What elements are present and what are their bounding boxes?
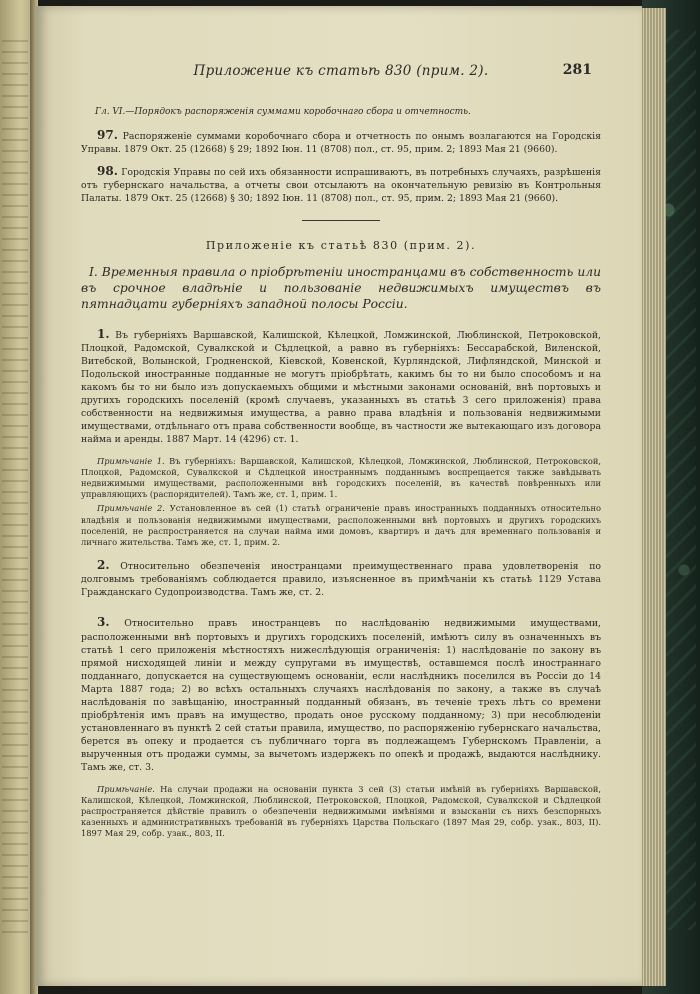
article-text: Распоряженіе суммами коробочнаго сбора и отчетность по онымъ возлагаются на Городскія Управы. 1879 Окт. 25 (12668) § 29; 1892 Іюн. 11 (8708) пол., ст. 95, прим. 2; 1893 Мая 21 (9660). [81,131,601,156]
section-divider [302,220,380,221]
article-note [81,503,601,548]
left-page-edge [0,0,34,994]
spacer [81,608,601,616]
section-title: I. Временныя правила о пріобрѣтеніи иностранцами въ собственность или въ срочное владѣніе и пользованіе недвижимыхъ имуществъ въ пятнадцати губерніяхъ западной полосы Россіи. [81,264,601,311]
article-text: Городскія Управы по сей ихъ обязанности испрашиваютъ, въ потребныхъ случаяхъ, разрѣшенія отъ губернскаго начальства, а отчеты свои отсылаютъ на окончательную ревизію въ Контрольныя Палаты. 1879 Окт. 25 (12668) § 30; 1892 Іюн. 11 (8708) пол., ст. 95, прим. 2; 1893 Мая 21 (9660). [81,167,601,205]
article-number: 2. [97,558,110,573]
article-3 [81,616,601,774]
article-text: Относительно правъ иностранцевъ по наслѣдованію недвижимыми имуществами, расположенными внѣ портовыхъ и другихъ городскихъ поселеній, имѣютъ силу въ означенныхъ въ статьѣ 1 сего приложенія мѣстностяхъ нижеслѣдующія ограниченія: 1) наслѣдованіе по закону въ прямой нисходящей линіи и между супругами въ имуществѣ, оставшемся послѣ иностраннаго подданнаго, допускается на существующемъ основаніи, если наслѣдникъ поселился въ Россіи до 14 Марта 1887 года; 2) во всѣхъ остальныхъ случаяхъ наслѣдованія по закону, а также въ случаѣ наслѣдованія по завѣщанію, иностранный подданный обязанъ, въ теченіе трехъ лѣтъ со времени пріобрѣтенія имъ правъ на имущество, продать оное русскому подданному; 3) при несоблюденіи установленнаго въ пунктѣ 2 сей статьи правила, имущество, по распоряженію губернскаго начальства, берется въ опеку и продается съ публичнаго торга въ подлежащемъ Губернскомъ Правленіи, а вырученныя отъ продажи суммы, за вычетомъ издержекъ по опекѣ и продажѣ, выдаются наслѣднику. Тамъ же, ст. 3. [81,618,601,774]
note-text: На случаи продажи на основаніи пункта 3 сей (3) статьи имѣній въ губерніяхъ Варшавской, Калишской, Кѣлецкой, Ломжинской, Люблинской, Петроковской, Плоцкой, Радомской, Сувалкской и Сѣдлецкой распространяется дѣйствіе правилъ о обезпеченіи недвижимыми имѣніями и взысканіи съ нихъ безспорныхъ казенныхъ и административныхъ требованій въ губерніяхъ Царства Польскаго (1897 Мая 29, собр. узак., 803, II). 1897 Мая 29, собр. узак., 803, II. [81,783,601,839]
article-number: 98. [97,164,118,179]
page-edges [640,8,666,986]
note-text: Въ губерніяхъ: Варшавской, Калишской, Кѣлецкой, Ломжинской, Люблинской, Петроковской, Плоцкой, Радомской, Сувалкской и Сѣдлецкой иностраннымъ подданнымъ воспрещается также завѣдывать недвижимыми имуществами, расположенными внѣ городскихъ поселеній, въ качествѣ повѣренныхъ или управляющихъ (распорядителей). Тамъ же, ст. 1, прим. 1. [81,455,601,500]
running-title: Приложение къ статьѣ 830 (прим. 2). [193,63,489,79]
chapter-heading: Гл. VI.—Порядокъ распоряженія суммами коробочнаго сбора и отчетность. [95,107,471,117]
book-page [36,6,642,986]
page-number: 281 [562,62,592,78]
spacer [81,551,601,559]
page-content [81,106,601,843]
note-label: Примѣчаніе 2. [97,503,165,514]
article-97 [81,129,601,156]
article-98 [81,165,601,205]
note-label: Примѣчаніе 1. [97,455,165,466]
article-2 [81,559,601,599]
article-text: Относительно обезпеченія иностранцами преимущественнаго права удовлетворенія по долговымъ требованіямъ соблюдается правило, изъясненное въ примѣчаніи къ статьѣ 1129 Устава Гражданскаго Судопроизводства. Тамъ же, ст. 2. [81,561,601,599]
article-number: 1. [97,326,110,341]
article-note [81,784,601,840]
article-1 [81,328,601,447]
note-text: Установленное въ сей (1) статьѣ ограниченіе правъ иностранныхъ подданныхъ относительно владѣнія и пользованія недвижимыми имуществами, расположенными внѣ портовыхъ и другихъ городскихъ поселеній, не распространяется на случаи найма ими домовъ, квартиръ и дачъ для временнаго пользованія и личнаго жительства. Тамъ же, ст. 1, прим. 2. [81,503,602,547]
article-number: 97. [97,128,118,143]
article-number: 3. [97,615,110,630]
left-page-text-fragment [2,40,28,940]
appendix-title: Приложеніе къ статьѣ 830 (прим. 2). [205,238,477,252]
page-header [96,62,592,87]
article-note [81,456,601,501]
note-label: Примѣчаніе. [97,783,155,794]
article-text: Въ губерніяхъ Варшавской, Калишской, Кѣлецкой, Ломжинской, Люблинской, Петроковской, Плоцкой, Радомской, Сувалкской и Сѣдлецкой, а равно въ губерніяхъ: Бессарабской, Виленской, Витебской, Волынской, Гродненской, Кіевской, Ковенской, Курляндской, Лифляндской, Минской и Подольской иностранные подданные не могутъ пріобрѣтать, какимъ бы то ни было способомъ и на какомъ бы то ни было изъ допускаемыхъ общими и мѣстными законами основаній, внѣ портовыхъ и другихъ городскихъ поселеній (кромѣ случаевъ, указанныхъ въ статьѣ 3 сего приложенія) права собственности на недвижимыя имущества, а равно права владѣнія и пользованія недвижимыми имуществами, отдѣльнаго отъ права собственности вообще, въ частности же вытекающаго изъ договора найма и аренды. 1887 Март. 14 (4296) ст. 1. [81,329,601,446]
